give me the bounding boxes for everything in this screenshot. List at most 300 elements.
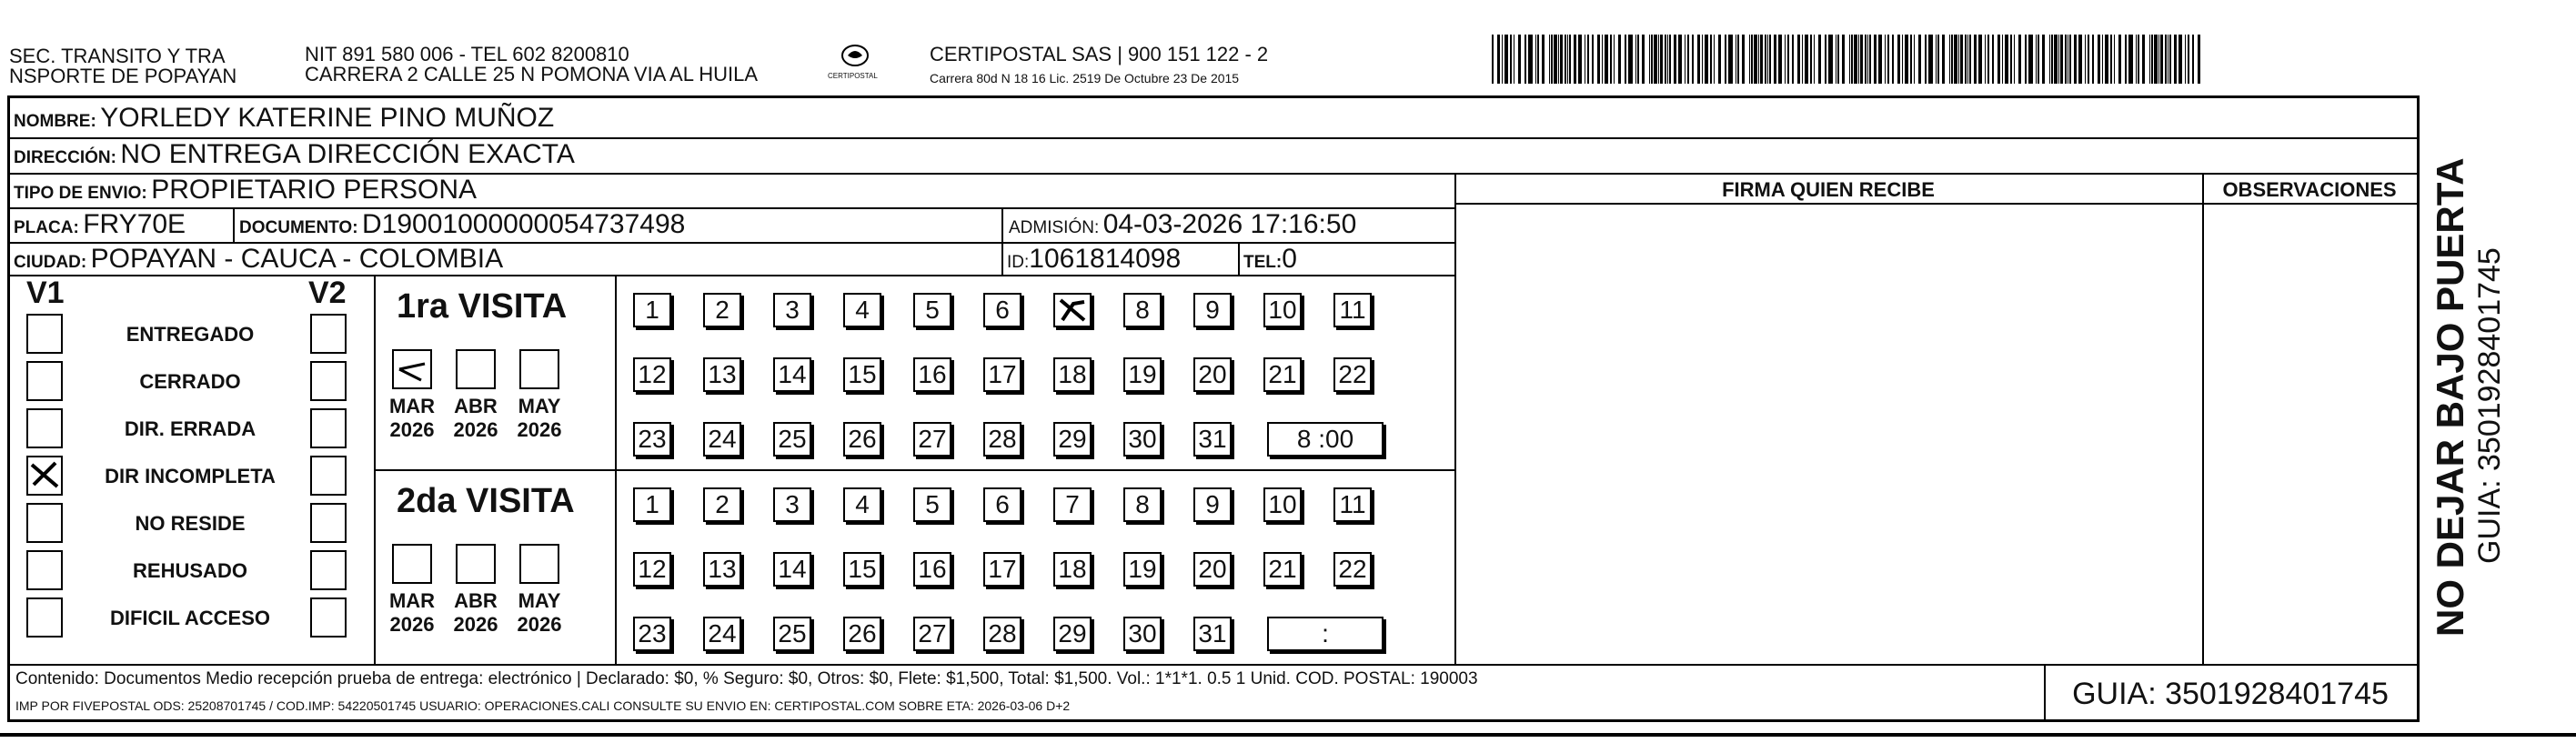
barcode-bar: [2065, 35, 2067, 84]
barcode-bar: [2042, 35, 2045, 84]
barcode-bar: [1954, 35, 1957, 84]
barcode-bar: [1949, 35, 1950, 84]
observaciones-header: OBSERVACIONES: [2222, 178, 2397, 201]
barcode-bar: [1714, 35, 1715, 84]
day-box[interactable]: 24: [703, 617, 741, 651]
barcode-bar: [1597, 35, 1600, 84]
barcode-bar: [1925, 35, 1927, 84]
barcode-bar: [2149, 35, 2150, 84]
row-documento: [239, 208, 685, 246]
barcode-bar: [1605, 35, 1608, 84]
barcode-bar: [2198, 35, 2200, 84]
day-box[interactable]: 8: [1123, 487, 1162, 522]
month-checkbox[interactable]: [519, 349, 559, 389]
v2-checkbox[interactable]: [310, 550, 347, 590]
barcode-bar: [1805, 35, 1808, 84]
barcode-bar: [1867, 35, 1868, 84]
barcode-bar: [2174, 35, 2177, 84]
barcode-bar: [1610, 35, 1612, 84]
company-line: CERTIPOSTAL SAS | 900 151 122 - 2: [930, 43, 1269, 65]
checklist-label: DIR. ERRADA: [124, 417, 257, 440]
day-box[interactable]: 15: [843, 552, 881, 587]
day-box[interactable]: 19: [1123, 552, 1162, 587]
barcode-bar: [1649, 35, 1650, 84]
day-box[interactable]: 5: [913, 487, 951, 522]
barcode-bar: [1778, 35, 1782, 84]
barcode-bar: [1510, 35, 1512, 84]
day-box[interactable]: 16: [913, 357, 951, 392]
barcode-bar: [1674, 35, 1676, 84]
checklist-label: NO RESIDE: [135, 512, 246, 535]
day-box[interactable]: 23: [633, 617, 671, 651]
placa-value: FRY70E: [83, 209, 186, 239]
barcode-bar: [2165, 35, 2167, 84]
year-label: 2026: [453, 418, 498, 441]
barcode-bar: [1692, 35, 1694, 84]
id-label: ID:: [1007, 253, 1030, 272]
barcode-bar: [1987, 35, 1989, 84]
barcode-bar: [2179, 35, 2182, 84]
day-box[interactable]: 25: [773, 617, 811, 651]
barcode-bar: [1828, 35, 1833, 84]
month-checkbox[interactable]: [456, 349, 496, 389]
documento-label: DOCUMENTO:: [239, 218, 358, 237]
day-box[interactable]: 12: [633, 357, 671, 392]
barcode-bar: [1537, 35, 1539, 84]
barcode-bar: [2025, 35, 2027, 84]
sender-line-2: NSPORTE DE POPAYAN: [9, 65, 237, 87]
v2-checkbox[interactable]: [310, 314, 347, 354]
barcode-bar: [1614, 35, 1615, 84]
nit-line: NIT 891 580 006 - TEL 602 8200810: [305, 43, 629, 65]
barcode-bar: [1965, 35, 1967, 84]
address-line: CARRERA 2 CALLE 25 N POMONA VIA AL HUILA: [305, 63, 759, 85]
day-box[interactable]: 3: [773, 293, 811, 327]
barcode-bar: [1702, 35, 1703, 84]
barcode-bar: [1725, 35, 1726, 84]
barcode-bar: [2102, 35, 2103, 84]
day-box[interactable]: 26: [843, 617, 881, 651]
barcode-bar: [2010, 35, 2012, 84]
barcode-bar: [2049, 35, 2050, 84]
barcode-bar: [1637, 35, 1639, 84]
barcode-bar: [1792, 35, 1794, 84]
barcode-bar: [2018, 35, 2021, 84]
month-year-label: [447, 395, 505, 442]
barcode-bar: [1810, 35, 1812, 84]
admision-label: ADMISIÓN:: [1009, 218, 1100, 237]
day-box[interactable]: 14: [773, 552, 811, 587]
barcode-bar: [1628, 35, 1633, 84]
barcode-bar: [2192, 35, 2194, 84]
day-box[interactable]: 20: [1193, 357, 1232, 392]
v1-label: V1: [26, 276, 65, 310]
barcode-bar: [1592, 35, 1594, 84]
day-box[interactable]: 25: [773, 422, 811, 457]
day-box[interactable]: 30: [1123, 422, 1162, 457]
year-label: 2026: [517, 418, 562, 441]
day-box[interactable]: 31: [1193, 422, 1232, 457]
shipping-form: [7, 95, 2420, 722]
bottom-rule: [0, 733, 2576, 737]
tel-value: 0: [1282, 244, 1297, 274]
day-box[interactable]: 28: [983, 617, 1021, 651]
day-box[interactable]: 12: [633, 552, 671, 587]
barcode-bar: [1578, 35, 1582, 84]
barcode-bar: [1602, 35, 1603, 84]
row-tipo-envio: [14, 174, 477, 211]
check-mark-icon: [1055, 295, 1090, 326]
barcode-bar: [1785, 35, 1786, 84]
day-box[interactable]: 1: [633, 487, 671, 522]
barcode-bar: [1625, 35, 1626, 84]
day-box[interactable]: 19: [1123, 357, 1162, 392]
day-box[interactable]: 3: [773, 487, 811, 522]
barcode-bar: [2188, 35, 2189, 84]
barcode-bar: [1754, 35, 1757, 84]
certipostal-logo: [828, 41, 882, 86]
day-box[interactable]: 7: [1053, 487, 1092, 522]
barcode-bar: [1928, 35, 1933, 84]
row-direccion: [14, 138, 575, 176]
barcode-bar: [1892, 35, 1894, 84]
checklist-label: DIFICIL ACCESO: [109, 607, 270, 629]
barcode-bar: [1960, 35, 1963, 84]
day-box[interactable]: 22: [1333, 552, 1372, 587]
barcode-bar: [2118, 35, 2121, 84]
day-box[interactable]: 23: [633, 422, 671, 457]
barcode-bar: [1897, 35, 1900, 84]
barcode-bar: [1528, 35, 1533, 84]
checklist-label: CERRADO: [139, 370, 241, 393]
month-year-label: [383, 589, 441, 637]
sender-line-1: SEC. TRANSITO Y TRA: [9, 45, 226, 67]
day-box[interactable]: 10: [1263, 487, 1302, 522]
barcode-bar: [1992, 35, 1994, 84]
barcode-bar: [1985, 35, 1986, 84]
barcode-bar: [1654, 35, 1657, 84]
month-checkbox[interactable]: [392, 544, 432, 584]
time-box[interactable]: 8 :00: [1267, 422, 1384, 457]
day-box[interactable]: 18: [1053, 552, 1092, 587]
barcode-bar: [2142, 35, 2145, 84]
barcode-bar: [1937, 35, 1939, 84]
barcode-bar: [1910, 35, 1912, 84]
day-box[interactable]: [1053, 293, 1092, 327]
barcode-bar: [1665, 35, 1666, 84]
day-box[interactable]: 17: [983, 357, 1021, 392]
day-box[interactable]: 2: [703, 293, 741, 327]
barcode-bar: [2036, 35, 2037, 84]
day-box[interactable]: 18: [1053, 357, 1092, 392]
barcode-bar: [1697, 35, 1700, 84]
barcode-bar: [2002, 35, 2003, 84]
year-label: 2026: [389, 613, 435, 636]
barcode-bar: [1769, 35, 1771, 84]
barcode-bar: [1797, 35, 1800, 84]
barcode-bar: [1918, 35, 1921, 84]
day-box[interactable]: 14: [773, 357, 811, 392]
documento-value: D19001000000054737498: [362, 209, 686, 239]
admision-value: 04-03-2026 17:16:50: [1102, 209, 1357, 239]
barcode-bar: [2005, 35, 2008, 84]
checklist-label: ENTREGADO: [126, 323, 255, 346]
barcode-bar: [1885, 35, 1886, 84]
barcode-bar: [1618, 35, 1621, 84]
license-line: Carrera 80d N 18 16 Lic. 2519 De Octubre 23 De 2015: [930, 71, 1240, 85]
barcode-bar: [2128, 35, 2133, 84]
barcode-bar: [1558, 35, 1559, 84]
barcode-bar: [1642, 35, 1645, 84]
barcode-bar: [1767, 35, 1768, 84]
barcode-bar: [2088, 35, 2089, 84]
v2-checkbox[interactable]: [310, 597, 347, 638]
barcode-bar: [2105, 35, 2108, 84]
barcode-bar: [1669, 35, 1671, 84]
barcode-bar: [1760, 35, 1763, 84]
barcode-bar: [1718, 35, 1721, 84]
barcode-bar: [1774, 35, 1776, 84]
barcode-bar: [1751, 35, 1753, 84]
month-checkbox[interactable]: [392, 349, 432, 389]
day-box[interactable]: 13: [703, 357, 741, 392]
logo-caption: CERTIPOSTAL: [828, 72, 878, 80]
day-box[interactable]: 8: [1123, 293, 1162, 327]
checklist-label: DIR INCOMPLETA: [105, 465, 276, 487]
barcode-bar: [1660, 35, 1663, 84]
day-box[interactable]: 9: [1193, 293, 1232, 327]
day-box[interactable]: 29: [1053, 422, 1092, 457]
barcode-bar: [1818, 35, 1821, 84]
barcode-bar: [1658, 35, 1659, 84]
barcode-bar: [1524, 35, 1526, 84]
nombre-value: YORLEDY KATERINE PINO MUÑOZ: [100, 103, 555, 133]
day-box[interactable]: 9: [1193, 487, 1232, 522]
month-checkbox[interactable]: [519, 544, 559, 584]
check-mark-icon: [394, 351, 430, 387]
v1-checkbox[interactable]: [26, 550, 63, 590]
barcode-bar: [1858, 35, 1859, 84]
visit-1-title: 1ra VISITA: [397, 287, 568, 326]
barcode-bar: [2098, 35, 2100, 84]
day-box[interactable]: 26: [843, 422, 881, 457]
barcode-bar: [1569, 35, 1571, 84]
barcode-bar: [2058, 35, 2059, 84]
footer-guia: GUIA: 3501928401745: [2072, 677, 2389, 711]
barcode-bar: [2169, 35, 2171, 84]
day-box[interactable]: 21: [1263, 552, 1302, 587]
day-box[interactable]: 6: [983, 487, 1021, 522]
day-box[interactable]: 24: [703, 422, 741, 457]
day-box[interactable]: 15: [843, 357, 881, 392]
barcode-bar: [1574, 35, 1576, 84]
checklist-label: REHUSADO: [133, 559, 247, 582]
v1-checkbox[interactable]: [26, 361, 63, 401]
row-placa: [14, 208, 186, 246]
row-nombre: [14, 102, 554, 139]
day-box[interactable]: 13: [703, 552, 741, 587]
day-box[interactable]: 27: [913, 422, 951, 457]
day-box[interactable]: 28: [983, 422, 1021, 457]
year-label: 2026: [453, 613, 498, 636]
barcode-bar: [1787, 35, 1789, 84]
barcode-bar: [1737, 35, 1739, 84]
id-value: 1061814098: [1029, 244, 1182, 274]
check-mark-icon: [28, 457, 61, 494]
barcode-bar: [1842, 35, 1845, 84]
v1-checkbox[interactable]: [26, 597, 63, 638]
side-guia: GUIA: 3501928401745: [2472, 247, 2507, 564]
barcode-bar: [1497, 35, 1500, 84]
barcode-bar: [2074, 35, 2077, 84]
footer-imp-line: IMP POR FIVEPOSTAL ODS: 25208701745 / COD.IMP: 54220501745 USUARIO: OPERACIONES.CALI CONSULTE SU ENVIO EN: CERTIPOSTAL.COM SOBRE ETA: 2026-03-06 D+2: [15, 698, 1071, 713]
barcode-bar: [2158, 35, 2159, 84]
month-label: ABR: [454, 395, 498, 417]
barcode-bar: [1678, 35, 1682, 84]
barcode-bar: [1887, 35, 1889, 84]
barcode-bar: [1869, 35, 1871, 84]
day-box[interactable]: 17: [983, 552, 1021, 587]
day-box[interactable]: 30: [1123, 617, 1162, 651]
barcode-bar: [1997, 35, 2000, 84]
v2-checkbox[interactable]: [310, 503, 347, 543]
day-box[interactable]: 29: [1053, 617, 1092, 651]
barcode-bar: [1874, 35, 1877, 84]
barcode-bar: [1551, 35, 1553, 84]
time-box[interactable]: :: [1267, 617, 1384, 651]
day-box[interactable]: 1: [633, 293, 671, 327]
v1-checkbox[interactable]: [26, 314, 63, 354]
barcode-bar: [1958, 35, 1959, 84]
placa-label: PLACA:: [14, 218, 79, 237]
day-box[interactable]: 2: [703, 487, 741, 522]
tipo-envio-label: TIPO DE ENVIO:: [14, 184, 147, 203]
v2-checkbox[interactable]: [310, 361, 347, 401]
day-box[interactable]: 10: [1263, 293, 1302, 327]
day-box[interactable]: 4: [843, 487, 881, 522]
barcode-bar: [1518, 35, 1521, 84]
tipo-envio-value: PROPIETARIO PERSONA: [151, 175, 478, 205]
barcode-bar: [2110, 35, 2112, 84]
barcode-bar: [2051, 35, 2053, 84]
barcode-bar: [1914, 35, 1915, 84]
v2-label: V2: [308, 276, 347, 310]
year-label: 2026: [517, 613, 562, 636]
barcode-bar: [2114, 35, 2115, 84]
barcode-bar: [2125, 35, 2127, 84]
year-label: 2026: [389, 418, 435, 441]
observations-area[interactable]: [2206, 206, 2413, 660]
ciudad-value: POPAYAN - CAUCA - COLOMBIA: [90, 244, 504, 274]
barcode: [1492, 27, 2201, 91]
barcode-bar: [2185, 35, 2186, 84]
barcode-bar: [1967, 35, 1968, 84]
barcode-bar: [1758, 35, 1759, 84]
barcode-bar: [1651, 35, 1653, 84]
barcode-bar: [2154, 35, 2158, 84]
barcode-bar: [1667, 35, 1668, 84]
barcode-bar: [2078, 35, 2082, 84]
barcode-bar: [2138, 35, 2139, 84]
barcode-bar: [1969, 35, 1971, 84]
barcode-bar: [1635, 35, 1636, 84]
barcode-bar: [1535, 35, 1536, 84]
barcode-bar: [2038, 35, 2039, 84]
barcode-bar: [1802, 35, 1803, 84]
barcode-bar: [1936, 35, 1937, 84]
barcode-bar: [1728, 35, 1733, 84]
month-label: MAR: [388, 395, 436, 417]
direccion-value: NO ENTREGA DIRECCIÓN EXACTA: [120, 139, 575, 169]
v1-checkbox[interactable]: [26, 503, 63, 543]
month-checkbox[interactable]: [456, 544, 496, 584]
barcode-bar: [1878, 35, 1882, 84]
barcode-bar: [1587, 35, 1589, 84]
ciudad-label: CIUDAD:: [14, 253, 87, 272]
day-box[interactable]: 31: [1193, 617, 1232, 651]
day-box[interactable]: 21: [1263, 357, 1302, 392]
barcode-bar: [2136, 35, 2137, 84]
day-box[interactable]: 22: [1333, 357, 1372, 392]
barcode-bar: [1825, 35, 1826, 84]
v2-checkbox[interactable]: [310, 408, 347, 448]
barcode-bar: [1765, 35, 1766, 84]
barcode-bar: [1749, 35, 1750, 84]
barcode-bar: [2092, 35, 2094, 84]
day-box[interactable]: 6: [983, 293, 1021, 327]
day-box[interactable]: 4: [843, 293, 881, 327]
signature-area[interactable]: [1458, 206, 2199, 660]
barcode-bar: [1849, 35, 1850, 84]
barcode-bar: [1742, 35, 1745, 84]
month-year-label: [510, 589, 569, 637]
barcode-bar: [1837, 35, 1839, 84]
direccion-label: DIRECCIÓN:: [14, 148, 116, 167]
day-box[interactable]: 11: [1333, 293, 1372, 327]
barcode-bar: [2054, 35, 2058, 84]
barcode-bar: [2028, 35, 2033, 84]
barcode-bar: [1978, 35, 1982, 84]
barcode-bar: [1549, 35, 1550, 84]
barcode-bar: [1854, 35, 1857, 84]
barcode-bar: [1710, 35, 1712, 84]
barcode-bar: [1865, 35, 1867, 84]
v1-checkbox[interactable]: [26, 408, 63, 448]
day-box[interactable]: 27: [913, 617, 951, 651]
barcode-bar: [2151, 35, 2153, 84]
month-label: ABR: [454, 589, 498, 612]
visit-2-title: 2da VISITA: [397, 482, 575, 520]
barcode-bar: [1567, 35, 1568, 84]
day-box[interactable]: 11: [1333, 487, 1372, 522]
barcode-bar: [1851, 35, 1853, 84]
day-box[interactable]: 20: [1193, 552, 1232, 587]
month-label: MAY: [518, 589, 561, 612]
day-box[interactable]: 16: [913, 552, 951, 587]
footer-contents: Contenido: Documentos Medio recepción prueba de entrega: electrónico | Declarado: $0, % Seguro: $0, Otros: $0, Flete: $1,500, Total: $1,500. Vol.: 1*1*1. 0.5 1 Unid. COD. POSTAL: 190003: [15, 669, 1478, 688]
barcode-bar: [1554, 35, 1557, 84]
barcode-bar: [2060, 35, 2063, 84]
barcode-bar: [1974, 35, 1977, 84]
barcode-bar: [1504, 35, 1508, 84]
row-admision: [1009, 208, 1356, 246]
day-box[interactable]: 5: [913, 293, 951, 327]
barcode-bar: [1942, 35, 1945, 84]
month-label: MAR: [388, 589, 436, 612]
v2-checkbox[interactable]: [310, 456, 347, 496]
v1-checkbox[interactable]: [26, 456, 63, 496]
barcode-bar: [1814, 35, 1815, 84]
